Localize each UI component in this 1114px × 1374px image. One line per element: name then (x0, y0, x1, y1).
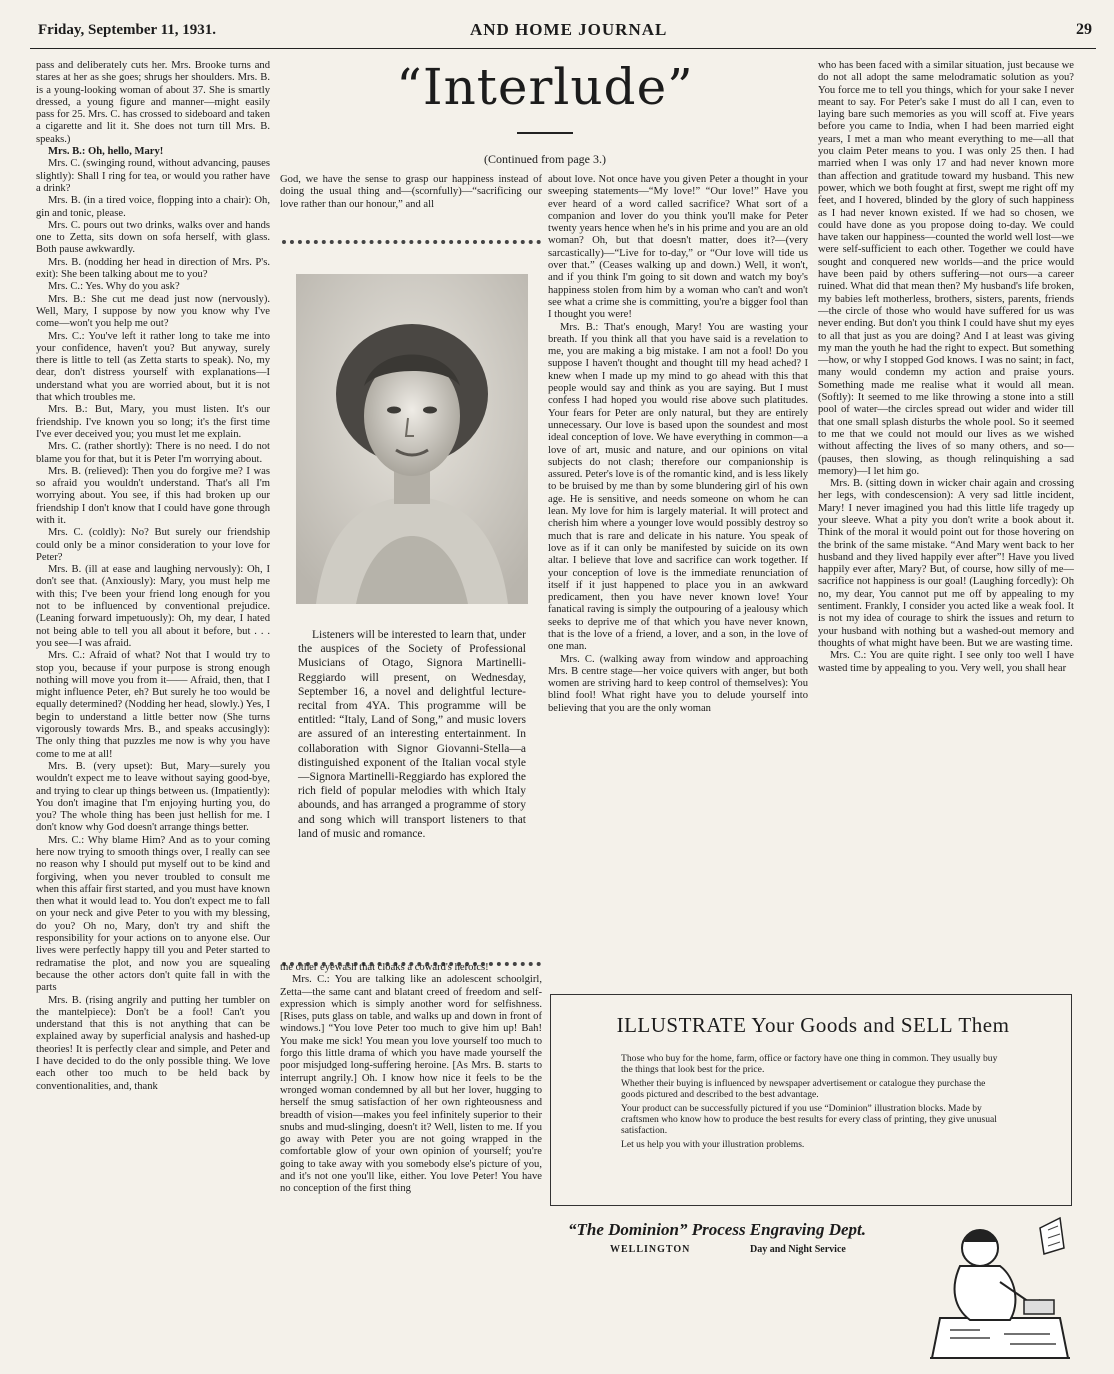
paragraph: Mrs. C.: Why blame Him? And as to your coming here now trying to smooth things over, I really can see no reason why I should put myself out to be kind and forgiving, when you never troubled to consult me when this affair first started, and you must have known then what it would lead to. You don't expect me to fall on your neck and give Peter to you with my blessing, do you? Oh no, Mary, don't try and shift the responsibility for your actions on to anyone else. Our lives were perfectly happy till you and Peter started to redramatise the plot, and now you are squealing because the other actors don't quite fall in with the parts (36, 834, 270, 994)
ad-service: Day and Night Service (750, 1244, 846, 1255)
journal-title: AND HOME JOURNAL (470, 20, 668, 39)
paragraph: Mrs. B. (ill at ease and laughing nervously): Oh, I don't see that. (Anxiously): Mary, you must help me with this; I've been your friend long enough for you not to be influenced by conventional prejudice. (Leaning forward impetuously): Oh, my dear, I hated not being able to tell you all about it before, but . . . you see—I was afraid. (36, 564, 270, 649)
continued-note: (Continued from page 3.) (484, 152, 606, 166)
paragraph: God, we have the sense to grasp our happiness instead of doing the usual thing and—(scornfully)—“sacrificing our love rather than our honour,” and all (280, 174, 542, 210)
engraver-at-desk-icon (920, 1208, 1074, 1364)
column-2-bottom (280, 962, 542, 1362)
paragraph: Mrs. B. (nodding her head in direction of Mrs. P's. exit): She been talking about me to you? (36, 256, 270, 281)
ad-paragraph: Your product can be successfully pictured if you use “Dominion” illustration blocks. Made by craftsmen who know how to produce the best results for every class of printing, they give unusual satisfaction. (621, 1103, 997, 1136)
page-number: 29 (1076, 21, 1092, 38)
paragraph: Mrs. C. pours out two drinks, walks over and hands one to Zetta, sits down on sofa herself, with glass. Both pause awkwardly. (36, 219, 270, 256)
paragraph: Mrs. C.: Afraid of what? Not that I would try to stop you, because if your purpose is strong enough nothing will move you from it—— Afraid, then, that I might influence Peter, eh? But surely he too would be equally determined? (Nodding her head, slowly.) Yes, I begin to understand a little better now (She turns vigorously towards Mrs. B., and speaks accusingly): The only thing that puzzles me now is why you have come to me at all! (36, 650, 270, 760)
paragraph: Mrs. B. (sitting down in wicker chair again and crossing her legs, with condescension): A very sad little incident, Mary! I never imagined you had this little life tragedy up your sleeve. What a pity you don't write a book about it. Think of the moral it would point out for those hovering on the brink of the same mistake. “And Mary went back to her husband and they lived happily ever after”! Have you lived happily ever after, Mary? But, of course, how silly of me—sacrifice not happiness is our goal! (Laughing forcedly): Oh no, my dear, You cannot put me off by appealing to my sentiment. Frankly, I consider you acted like a weak fool. It is not my idea of courage to shirk the issues and return to your husband with nothing but a washed-out memory and thoughts of what might have been. But we are wasting time. (818, 478, 1074, 649)
photo-caption (298, 628, 526, 841)
paragraph: Mrs. C. (walking away from window and approaching Mrs. B centre stage—her voice quivers with anger, but both women are striving hard to keep control of themselves): You blind fool! What right have you to delude yourself into believing that you are the only woman (548, 653, 808, 714)
paragraph: Mrs. B.: That's enough, Mary! You are wasting your breath. If you think all that you have said is a revelation to me, you are making a big mistake. I am not a fool! Do you suppose I haven't thought and thought till my head ached? I knew when I made up my mind to go ahead with this that people would say and think as you are saying. But I must confess I had hoped you would rise above such platitudes. Your fears for Peter are only natural, but they are entirely unnecessary. Our love is based upon the soundest and most ideal conception of love. We have everything in common—a love of art, music and nature, and our opinions on vital subjects do not clash; therefore our companionship is assured. Peter's love is of the romantic kind, and is less likely to be bruised by me than by some blundering girl of his own age. He is sensitive, and needs someone on whom he can lean. My love for him is largely material. It will protect and cherish him where a younger love would possibly destroy so much that is rare and delicate in his nature. You speak of love as if it can only be manifested by suicide on its own altar. I believe that love and sacrifice can work together. If your conception of love is the immediate renunciation of itself if it just happened to place you in an awkward predicament, then you have never known love! Your fanatical raving is simply the outpouring of a jealousy which seeks to deprive me of that which you have never known, that is the love of a friend, a lover, and a son, in the love of one man. (548, 321, 808, 653)
ad-paragraph: Whether their buying is influenced by newspaper advertisement or catalogue they purchase the goods pictured and described to the best advantage. (621, 1078, 986, 1100)
ad-heading-phrase: Your Goods and (751, 1013, 896, 1037)
column-4 (818, 60, 1074, 980)
photo-feature-box (282, 240, 541, 966)
paragraph: Mrs. C.: You are quite right. I see only too well I have wasted time by appealing to you. Very well, you shall hear (818, 650, 1074, 674)
paragraph: Mrs. B. (rising angrily and putting her tumbler on the mantelpiece): Don't be a fool! Can't you understand that this is not anything that can be explained away by superficial analysis and hashed-up theories! It is perfectly clear and simple, and Peter and I have decided to do the only possible thing. We love each other too much to be held back by conventionalities, and, thank (36, 994, 270, 1092)
paragraph: Mrs. B. (relieved): Then you do forgive me? I was so afraid you wouldn't understand. That's all I'm worrying about. You see, if this had broken up our friendship I don't know that I could have gone through with it. (36, 465, 270, 526)
paragraph: Mrs. C.: Yes. Why do you ask? (48, 281, 180, 293)
page-header (30, 18, 1096, 49)
column-2-top (280, 174, 542, 238)
paragraph: Mrs. B. (in a tired voice, flopping into a chair): Oh, gin and tonic, please. (36, 195, 270, 219)
ad-body (621, 1053, 1001, 1153)
paragraph: who has been faced with a similar situation, just because we do not all adopt the same melodramatic solution as you? You force me to tell you things, which for your sake I never meant to say. For Peter's sake I must do all I can, even to laying bare such memories as you will scoff at. Five years before you came to India, when I had been married eight years, I met a man who meant everything to me—all that you claim Peter means to you. I was only 25 then. I had married when I was only 17 and had never known more than affection and gratitude toward my husband. This new power, which we both fought at first, swept me right off my feet, and I hovered, blinded by the glory of such happiness as I had never known existed. If we had so chosen, we could have done as you propose doing to-day. We could have taken our happiness—counted the world well lost—we were self-sufficient to each other. Together we could have sought and conquered new worlds—and the price would have been paid by others suffering—not ours—a career ruined. What did that mean then? My husband's life broken, my babies left motherless, brothers, sisters, parents, friends—the circle of those who would have suffered for us was never ending. But don't you think I could have shut my eyes to all that just as you are doing? And I at least was giving my man the youth he had the right to expect. But something—how, or why I stopped God knows. I was no saint; in fact, many would condemn my action and praise yours. Something made me realise what it would all mean. (Softly): It seemed to me like throwing a stone into a still pool of water—the circles spread out wider and wider till that one small splash disturbs the whole pool. So it seemed to me that we could not mould our lives as we wished without affecting the lives of so many others, and so—(pauses, then slowing, as though relinquishing a sad memory)—I let him go. (818, 60, 1074, 477)
portrait-photo (296, 274, 528, 604)
paragraph: Mrs. C. (coldly): No? But surely our friendship could only be a minor consideration to your love for Peter? (36, 527, 270, 563)
issue-date: Friday, September 11, 1931. (38, 22, 217, 38)
ad-paragraph: Those who buy for the home, farm, office or factory have one thing in common. They usually buy the things that look best for the price. (621, 1053, 998, 1075)
ad-heading-word: SELL (900, 1013, 954, 1037)
column-3 (548, 174, 808, 980)
ad-paragraph: Let us help you with your illustration problems. (621, 1139, 805, 1150)
paragraph: Mrs. B. (very upset): But, Mary—surely you wouldn't expect me to leave without saying good-bye, and trying to clear up things between us. (Impatiently): You don't imagine that I'm enjoying hurting you, do you? The whole thing has been just hellish for me. I don't know why God doesn't arrange things better. (36, 760, 270, 834)
paragraph: Mrs. C. (swinging round, without advancing, pauses slightly): Shall I ring for tea, or would you rather have a drink? (36, 158, 270, 194)
ad-city: WELLINGTON (610, 1244, 691, 1255)
caption-text: Listeners will be interested to learn that, under the auspices of the Society of Professional Musicians of Otago, Signora Martinelli-Reggiardo will present, on Wednesday, September 16, a novel and delightful lecture-recital from 4YA. This programme will be entitled: “Italy, Land of Song,” and music lovers are assured of an interesting entertainment. In collaboration with Signor Giovanni-Stella—a distinguished exponent of the Italian vocal style—Signora Martinelli-Reggiardo has explored the rich field of popular melodies with which Italy abounds, and has arranged a programme of story and song which will transport listeners to that land of music and romance. (298, 629, 526, 840)
paragraph: Mrs. B.: But, Mary, you must listen. It's our friendship. I've known you so long; it's the first time I've ever deceived you; you must let me explain. (36, 404, 270, 440)
ad-company-name: “The Dominion” Process Engraving Dept. (568, 1220, 866, 1239)
ad-heading-word: ILLUSTRATE (616, 1013, 747, 1037)
article-headline: “Interlude” (396, 58, 694, 116)
portrait-illustration (296, 274, 528, 604)
paragraph: Mrs. B.: She cut me dead just now (nervously). Well, Mary, I suppose by now you know why I've come—won't you help me out? (36, 293, 270, 330)
column-1 (36, 60, 270, 1360)
paragraph: Mrs. C.: You are talking like an adolescent schoolgirl, Zetta—the same cant and blatant creed of freedom and self-expression which is simply another word for selfishness. [Rises, puts glass on table, and walks up and down in front of windows.] “You love Peter too much to give him up! Bah! You make me sick! You mean you love yourself too much to forgo this little drama of which you have made yourself the poor misjudged long-suffering heroine. [As Mrs. B. starts to interrupt angrily.] Oh. I know how nice it feels to be the wronged woman condemned by all but her lover, hugging to herself the smug satisfaction of her own righteousness and breadth of vision—makes you feel infinitely superior to their snubs and mud-slinging, doesn't it? Well, listen to me. If you go away with Peter you are not going wrapped in the comfortable glow of your own opinion of yourself; you're going to take away with you somebody else's picture of you, and it's not one you'll like, either. You love Peter! You have no conception of the first thing (280, 974, 542, 1195)
paragraph: Mrs. C. (rather shortly): There is no need. I do not blame you for that, but it is Peter I'm worrying about. (36, 441, 270, 465)
paragraph: the other eyewash that cloaks a coward's heroics! (280, 962, 489, 973)
headline-rule (517, 132, 573, 134)
ad-heading (565, 1013, 1061, 1037)
paragraph: pass and deliberately cuts her. Mrs. Brooke turns and stares at her as she goes; shrugs her shoulders. Mrs. B. is a young-looking woman of about 37. She is smartly dressed, a young figure and manner—might easily pass for 25. Mrs. C. has crossed to sideboard and taken a cigarette and lit it. She does not turn till Mrs. B. speaks.) (36, 60, 270, 145)
paragraph: Mrs. C.: You've left it rather long to take me into your confidence, haven't you? But anyway, surely there is little to tell (as Zetta starts to speak). No, my dear, don't distress yourself with explanations—I understand what you are worried about, but it is not that which troubles me. (36, 330, 270, 404)
engraver-illustration (920, 1208, 1074, 1364)
paragraph: Mrs. B.: Oh, hello, Mary! (48, 146, 164, 158)
engraving-advertisement (550, 982, 1074, 1364)
paragraph: about love. Not once have you given Peter a thought in your sweeping statements—“My love!” “Our love!” Have you ever heard of a word called sacrifice? What sort of a companion and lover do you think you'll make for Peter twenty years hence when he's in his prime and you are an old woman? Oh, but that doesn't matter, does it?—(very sarcastically)—“Live for to-day,” or “Our love will tide us over that.” (Ceases walking up and down.) Well, it won't, and if you think I'm going to sit down and watch my boy's happiness stolen from him by a woman who can't and won't see what a crime she is committing, you're a bigger fool than I thought you were! (548, 174, 808, 321)
ad-frame (550, 994, 1072, 1206)
ad-heading-phrase: Them (958, 1013, 1010, 1037)
